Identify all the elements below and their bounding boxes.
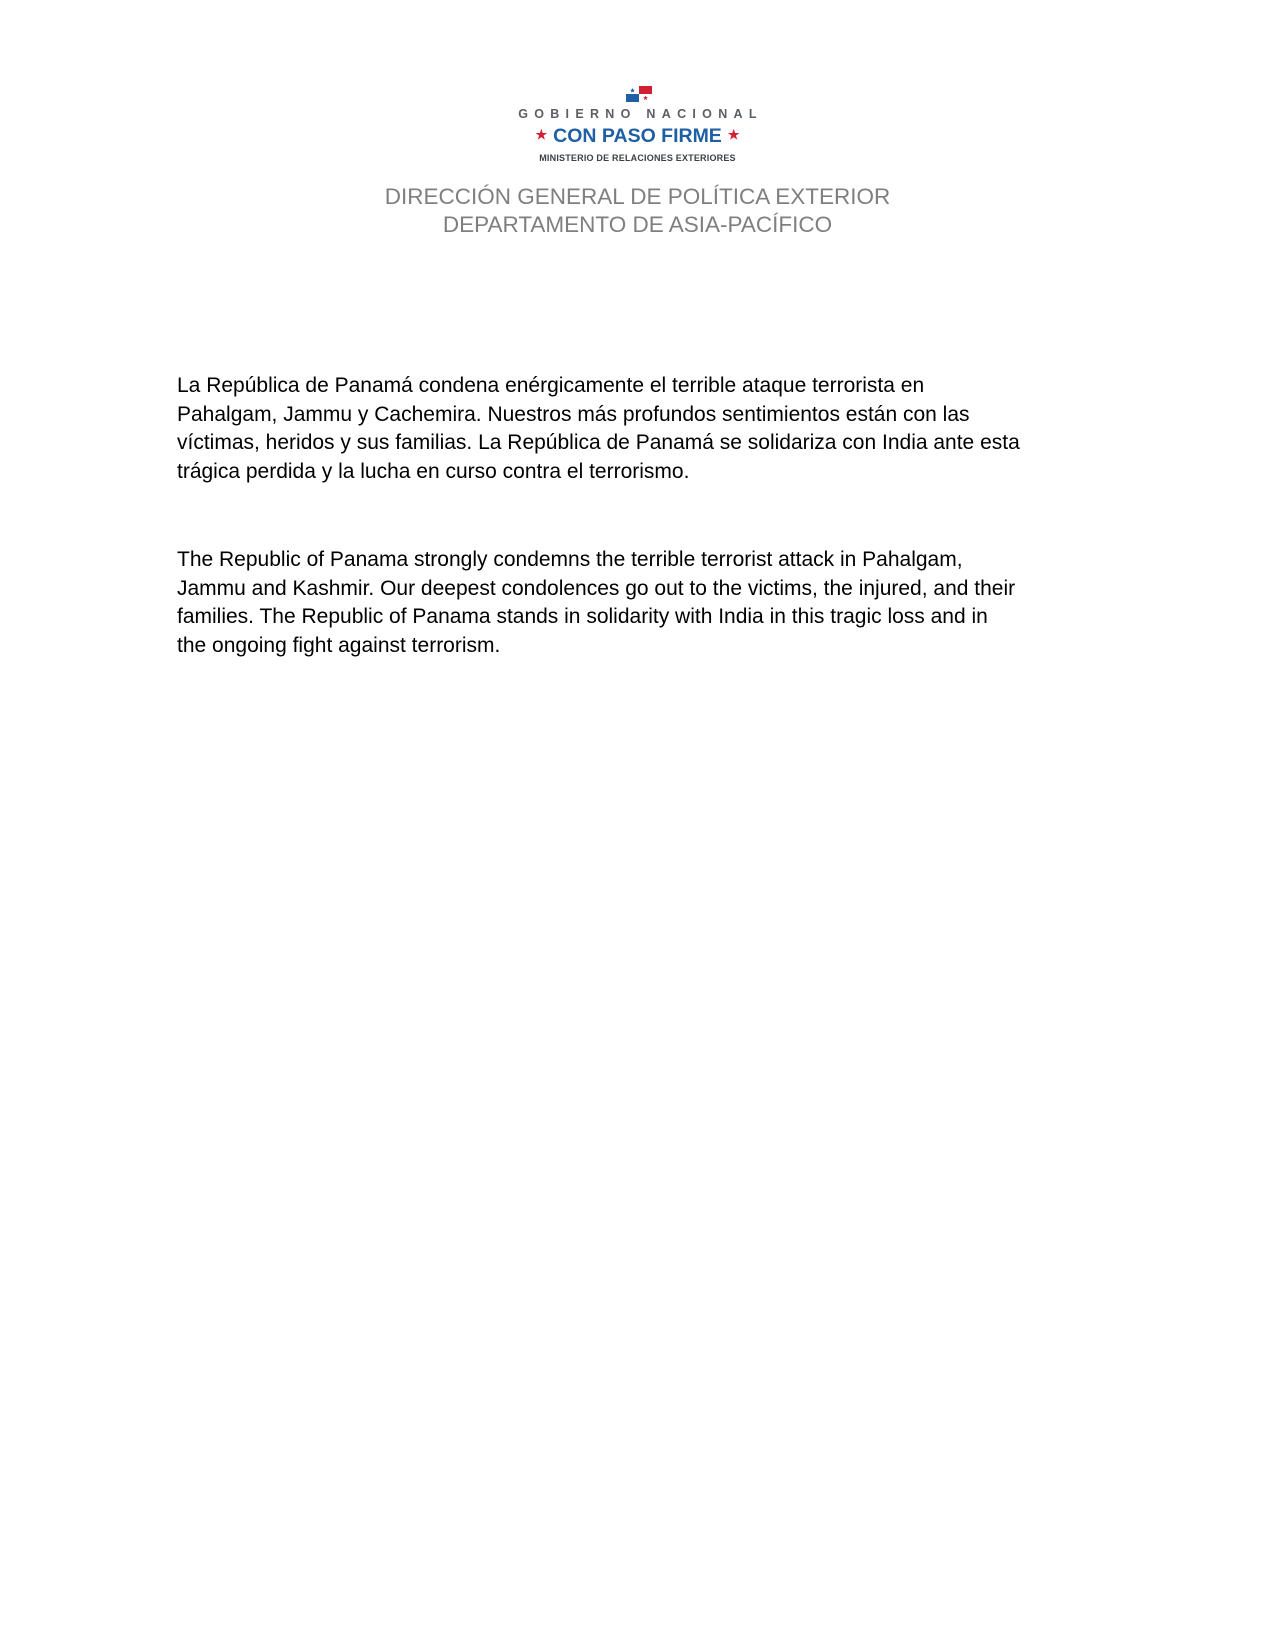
- government-logo: [0, 86, 1275, 164]
- department-line-2: DEPARTAMENTO DE ASIA-PACÍFICO: [442, 212, 833, 237]
- logo-slogan-text: CON PASO FIRME: [553, 125, 722, 147]
- logo-con-paso-firme: [0, 124, 1275, 147]
- logo-ministerio: MINISTERIO DE RELACIONES EXTERIORES: [539, 153, 736, 163]
- red-star-icon: ★: [535, 127, 548, 142]
- statement-spanish: La República de Panamá condena enérgicamente el terrible ataque terrorista en Pahalgam, Jammu y Cachemira. Nuestros más profundos sentimientos están con las víctimas, heridos y sus familias. La República de Panamá se solidariza con India ante esta trágica perdida y la lucha en curso contra el terrorismo.: [177, 374, 1020, 483]
- department-line-1: DIRECCIÓN GENERAL DE POLÍTICA EXTERIOR: [384, 184, 891, 209]
- department-heading: [0, 183, 1275, 239]
- logo-gobierno-nacional: GOBIERNO NACIONAL: [518, 107, 763, 121]
- panama-flag-icon: [626, 86, 652, 102]
- red-star-icon: ★: [727, 127, 740, 142]
- statement-english: The Republic of Panama strongly condemns the terrible terrorist attack in Pahalgam, Jammu and Kashmir. Our deepest condolences go out to the victims, the injured, and their families. The Republic of Panama stands in solidarity with India in this tragic loss and in the ongoing fight against terrorism.: [177, 548, 1016, 657]
